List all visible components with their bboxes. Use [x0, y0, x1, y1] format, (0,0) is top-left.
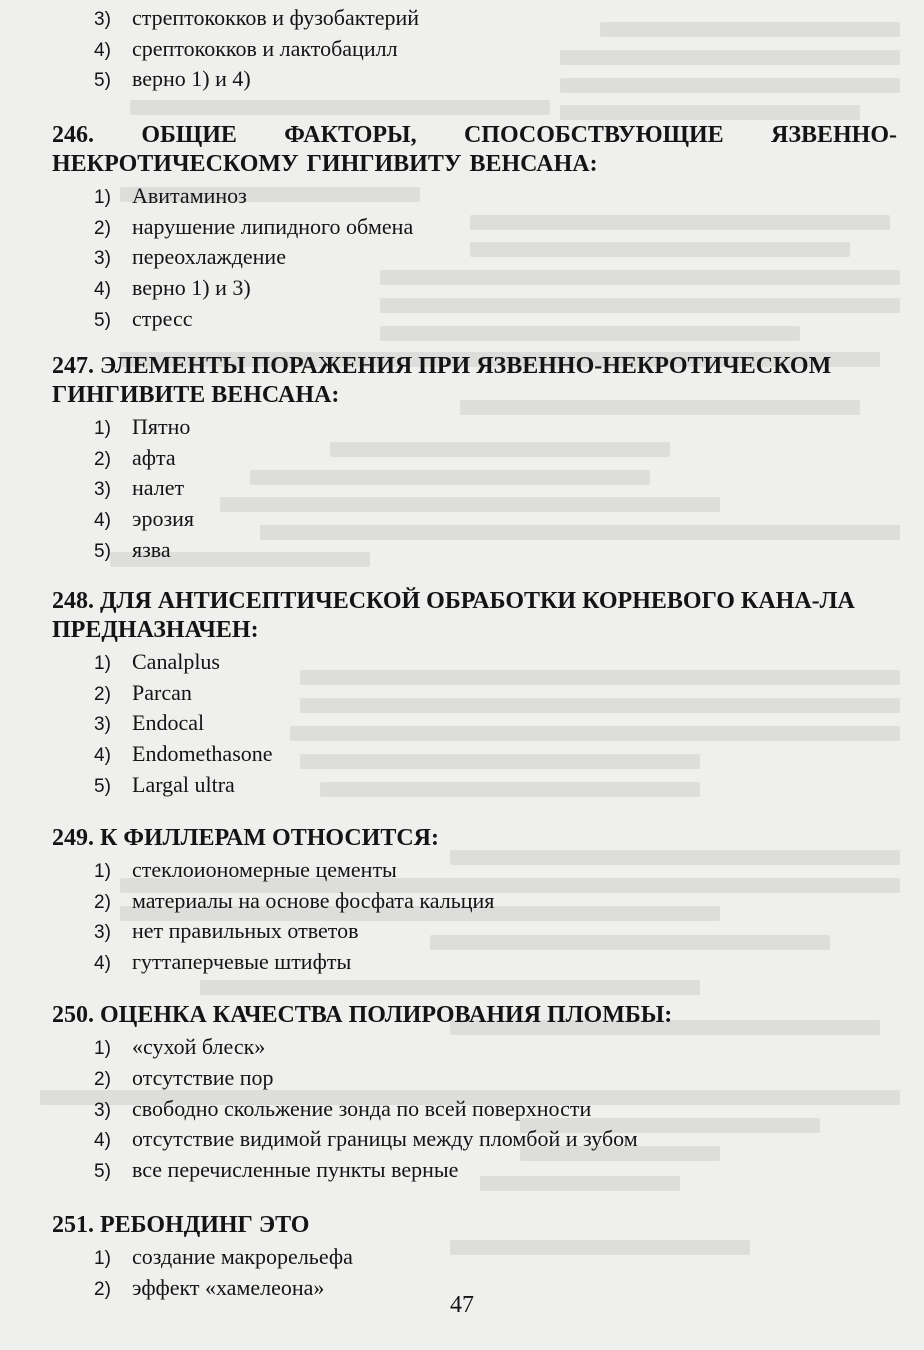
option-number: 1): [94, 860, 111, 882]
option-text: язва: [132, 536, 171, 562]
option-text: нет правильных ответов: [132, 918, 359, 944]
option-number: 1): [94, 1037, 111, 1059]
option-number: 5): [94, 775, 111, 797]
answer-options: [94, 856, 894, 979]
option-text: афта: [132, 444, 176, 470]
question-251: [52, 1211, 894, 1305]
option-number: 5): [94, 540, 111, 562]
option-number: 3): [94, 479, 111, 501]
list-item: [94, 182, 894, 213]
list-item: [94, 648, 894, 679]
option-text: переохлаждение: [132, 244, 286, 270]
list-item: [94, 709, 894, 740]
option-text: отсутствие видимой границы между пломбой и зубом: [132, 1126, 638, 1152]
option-text: все перечисленные пункты верные: [132, 1157, 459, 1183]
list-item: [94, 444, 894, 475]
question-249: [52, 824, 894, 979]
list-item: [94, 887, 894, 918]
question-title: 246. ОБЩИЕ ФАКТОРЫ, СПОСОБСТВУЮЩИЕ ЯЗВЕННО-НЕКРОТИЧЕСКОМУ ГИНГИВИТУ ВЕНСАНА:: [52, 121, 897, 177]
option-number: 4): [94, 1130, 111, 1152]
option-text: свободно скольжение зонда по всей поверхности: [132, 1095, 592, 1121]
list-item: [94, 305, 894, 336]
option-number: 3): [94, 714, 111, 736]
option-text: верно 1) и 3): [132, 275, 251, 301]
list-item: [94, 856, 894, 887]
list-item: [94, 1156, 894, 1187]
option-text: материалы на основе фосфата кальция: [132, 887, 495, 913]
option-text: стрептококков и фузобактерий: [132, 5, 420, 30]
option-text: эффект «хамелеона»: [132, 1274, 325, 1300]
option-text: Endocal: [132, 710, 205, 736]
option-text: эрозия: [132, 506, 195, 532]
option-text: Largal ultra: [132, 771, 235, 797]
answer-options: [94, 1033, 894, 1187]
option-number: 2): [94, 217, 111, 239]
option-text: отсутствие пор: [132, 1064, 274, 1090]
question-250: [52, 1001, 894, 1187]
option-text: Endomethasone: [132, 741, 273, 767]
list-item: [94, 505, 894, 536]
option-text: Canalplus: [132, 648, 220, 674]
option-number: 4): [94, 39, 111, 61]
page-content: [52, 4, 897, 1305]
list-item: [94, 4, 894, 35]
list-item: [94, 1095, 894, 1126]
option-number: 5): [94, 309, 111, 331]
question-248: [52, 587, 894, 802]
list-item: [94, 1033, 894, 1064]
option-number: 2): [94, 448, 111, 470]
list-item: [94, 948, 894, 979]
option-text: «сухой блеск»: [132, 1033, 266, 1059]
option-number: 1): [94, 186, 111, 208]
option-text: срептококков и лактобацилл: [132, 35, 398, 61]
option-number: 3): [94, 1099, 111, 1121]
list-item: [94, 413, 894, 444]
option-text: Пятно: [132, 413, 191, 439]
option-number: 4): [94, 279, 111, 301]
option-number: 5): [94, 1161, 111, 1183]
option-text: нарушение липидного обмена: [132, 213, 414, 239]
option-number: 2): [94, 891, 111, 913]
option-number: 4): [94, 745, 111, 767]
option-number: 1): [94, 1247, 111, 1269]
option-number: 3): [94, 248, 111, 270]
option-text: создание макрорельефа: [132, 1243, 353, 1269]
list-item: [94, 1125, 894, 1156]
list-item: [94, 1064, 894, 1095]
option-number: 2): [94, 683, 111, 705]
list-item: [94, 1243, 894, 1274]
question-246: [52, 121, 897, 336]
option-number: 4): [94, 510, 111, 532]
option-text: Parcan: [132, 679, 192, 705]
list-item: [94, 35, 894, 66]
option-text: налет: [132, 475, 185, 501]
list-item: [94, 740, 894, 771]
question-247: [52, 352, 894, 567]
list-item: [94, 771, 894, 802]
option-number: 1): [94, 417, 111, 439]
list-item: [94, 917, 894, 948]
option-text: верно 1) и 4): [132, 66, 251, 92]
answer-options: [94, 648, 894, 802]
list-item: [94, 243, 894, 274]
question-title: 249. К ФИЛЛЕРАМ ОТНОСИТСЯ:: [52, 824, 439, 851]
option-number: 3): [94, 922, 111, 944]
option-text: Авитаминоз: [132, 182, 247, 208]
option-number: 5): [94, 70, 111, 92]
option-number: 2): [94, 1278, 111, 1300]
answer-options: [94, 413, 894, 567]
question-title: 250. ОЦЕНКА КАЧЕСТВА ПОЛИРОВАНИЯ ПЛОМБЫ:: [52, 1001, 673, 1028]
option-number: 1): [94, 652, 111, 674]
option-number: 3): [94, 9, 111, 30]
list-item: [94, 274, 894, 305]
question-title: 248. ДЛЯ АНТИСЕПТИЧЕСКОЙ ОБРАБОТКИ КОРНЕВОГО КАНА-ЛА ПРЕДНАЗНАЧЕН:: [52, 587, 855, 643]
question-title: 251. РЕБОНДИНГ ЭТО: [52, 1211, 310, 1238]
list-item: [94, 679, 894, 710]
answer-options: [94, 182, 894, 336]
list-item: [94, 536, 894, 567]
option-text: гуттаперчевые штифты: [132, 949, 352, 975]
option-text: стеклоиономерные цементы: [132, 856, 397, 882]
option-number: 2): [94, 1068, 111, 1090]
previous-question-options: [94, 4, 894, 96]
option-number: 4): [94, 953, 111, 975]
question-title: 247. ЭЛЕМЕНТЫ ПОРАЖЕНИЯ ПРИ ЯЗВЕННО-НЕКРОТИЧЕСКОМ ГИНГИВИТЕ ВЕНСАНА:: [52, 352, 832, 408]
list-item: [94, 65, 894, 96]
option-text: стресс: [132, 305, 193, 331]
list-item: [94, 474, 894, 505]
list-item: [94, 213, 894, 244]
page-number: 47: [450, 1292, 474, 1318]
